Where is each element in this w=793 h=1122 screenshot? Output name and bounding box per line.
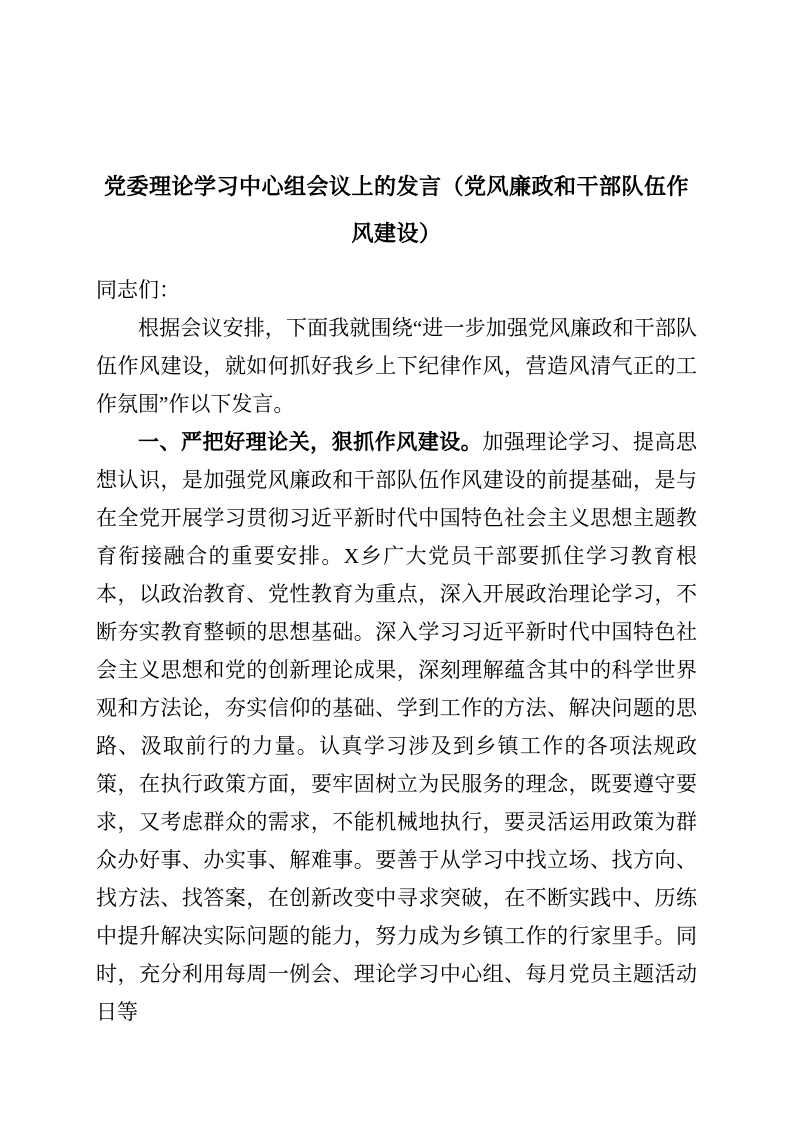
salutation: 同志们： xyxy=(96,278,180,302)
document-content xyxy=(96,163,697,1031)
section-1-heading: 一、严把好理论关，狠抓作风建设。 xyxy=(138,430,483,454)
intro-paragraph: 根据会议安排，下面我就围绕“进一步加强党风廉政和干部队伍作风建设，就如何抓好我乡上下纪律作风，营造风清气正的工作氛围”作以下发言。 xyxy=(96,316,697,416)
document-title: 党委理论学习中心组会议上的发言（党风廉政和干部队伍作风建设） xyxy=(103,174,689,246)
section-1-paragraph xyxy=(96,423,697,1031)
section-1-body-text: 加强理论学习、提高思想认识，是加强党风廉政和干部队伍作风建设的前提基础，是与在全党开展学习贯彻习近平新时代中国特色社会主义思想主题教育衔接融合的重要安排。X乡广大党员干部要抓住学习教育根本，以政治教育、党性教育为重点，深入开展政治理论学习，不断夯实教育整顿的思想基础。深入学习习近平新时代中国特色社会主义思想和党的创新理论成果，深刻理解蕴含其中的科学世界观和方法论，夯实信仰的基础、学到工作的方法、解决问题的思路、汲取前行的力量。认真学习涉及到乡镇工作的各项法规政策，在执行政策方面，要牢固树立为民服务的理念，既要遵守要求，又考虑群众的需求，不能机械地执行，要灵活运用政策为群众办好事、办实事、解难事。要善于从学习中找立场、找方向、找方法、找答案，在创新改变中寻求突破，在不断实践中、历练中提升解决实际问题的能力，努力成为乡镇工作的行家里手。同时，充分利用每周一例会、理论学习中心组、每月党员主题活动日等 xyxy=(96,430,698,1024)
document-body xyxy=(96,271,697,1031)
